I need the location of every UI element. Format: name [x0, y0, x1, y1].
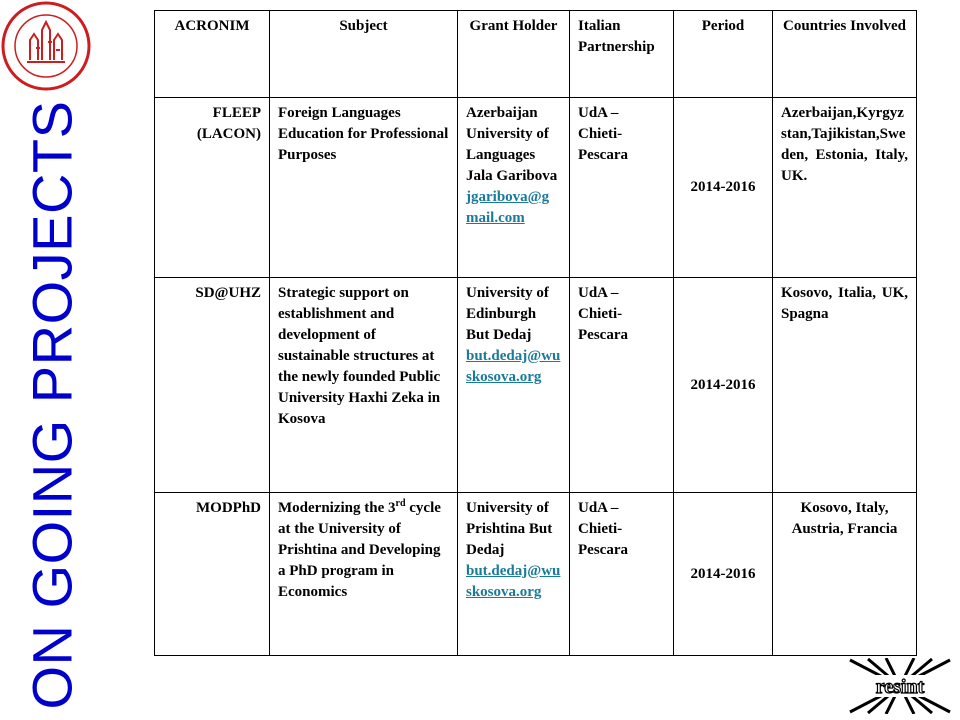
cell-period: 2014-2016 [674, 98, 773, 278]
header-grant-holder: Grant Holder [458, 11, 570, 98]
holder-text: University of Prishtina But Dedaj [466, 500, 553, 558]
table-row [155, 278, 917, 493]
cell-grant-holder [458, 98, 570, 278]
cell-subject [270, 493, 458, 656]
header-period: Period [674, 11, 773, 98]
cell-acronym: SD@UHZ [155, 278, 270, 493]
vertical-page-title: ON GOING PROJECTS [20, 100, 84, 710]
header-italian-partnership: Italian Partnership [570, 11, 674, 98]
cell-countries: Kosovo, Italy, Austria, Francia [773, 493, 917, 656]
holder-text: University of Edinburgh But Dedaj [466, 285, 549, 343]
cell-acronym: FLEEP (LACON) [155, 98, 270, 278]
cell-grant-holder [458, 493, 570, 656]
subject-superscript: rd [395, 498, 406, 509]
cell-countries: Azerbaijan,Kyrgyzstan,Tajikistan,Sweden, Estonia, Italy, UK. [773, 98, 917, 278]
holder-text: Azerbaijan University of Languages Jala Garibova [466, 105, 558, 184]
svg-text:resint: resint [875, 676, 925, 698]
cell-period: 2014-2016 [674, 493, 773, 656]
university-seal-logo [0, 0, 92, 92]
subject-text: Modernizing the 3 [278, 500, 396, 516]
projects-table [154, 10, 917, 656]
email-link[interactable]: but.dedaj@wuskosova.org [466, 348, 561, 385]
table-row [155, 98, 917, 278]
cell-partner: UdA – Chieti-Pescara [570, 98, 674, 278]
cell-acronym: MODPhD [155, 493, 270, 656]
table-row [155, 493, 917, 656]
header-acronym: ACRONIM [155, 11, 270, 98]
email-link[interactable]: but.dedaj@wuskosova.org [466, 563, 561, 600]
cell-period: 2014-2016 [674, 278, 773, 493]
table-header-row [155, 11, 917, 98]
email-link[interactable]: jgaribova@gmail.com [466, 189, 550, 226]
cell-grant-holder [458, 278, 570, 493]
cell-subject: Strategic support on establishment and development of sustainable structures at the newly founded Public University Haxhi Zeka in Kosova [270, 278, 458, 493]
header-countries: Countries Involved [773, 11, 917, 98]
cell-partner: UdA – Chieti-Pescara [570, 278, 674, 493]
subject-text-rest: cycle at the University of Prishtina and Developing a PhD program in Economics [278, 500, 441, 600]
cell-countries: Kosovo, Italia, UK, Spagna [773, 278, 917, 493]
header-subject: Subject [270, 11, 458, 98]
cell-subject: Foreign Languages Education for Professional Purposes [270, 98, 458, 278]
resint-logo [848, 658, 952, 714]
cell-partner: UdA – Chieti-Pescara [570, 493, 674, 656]
